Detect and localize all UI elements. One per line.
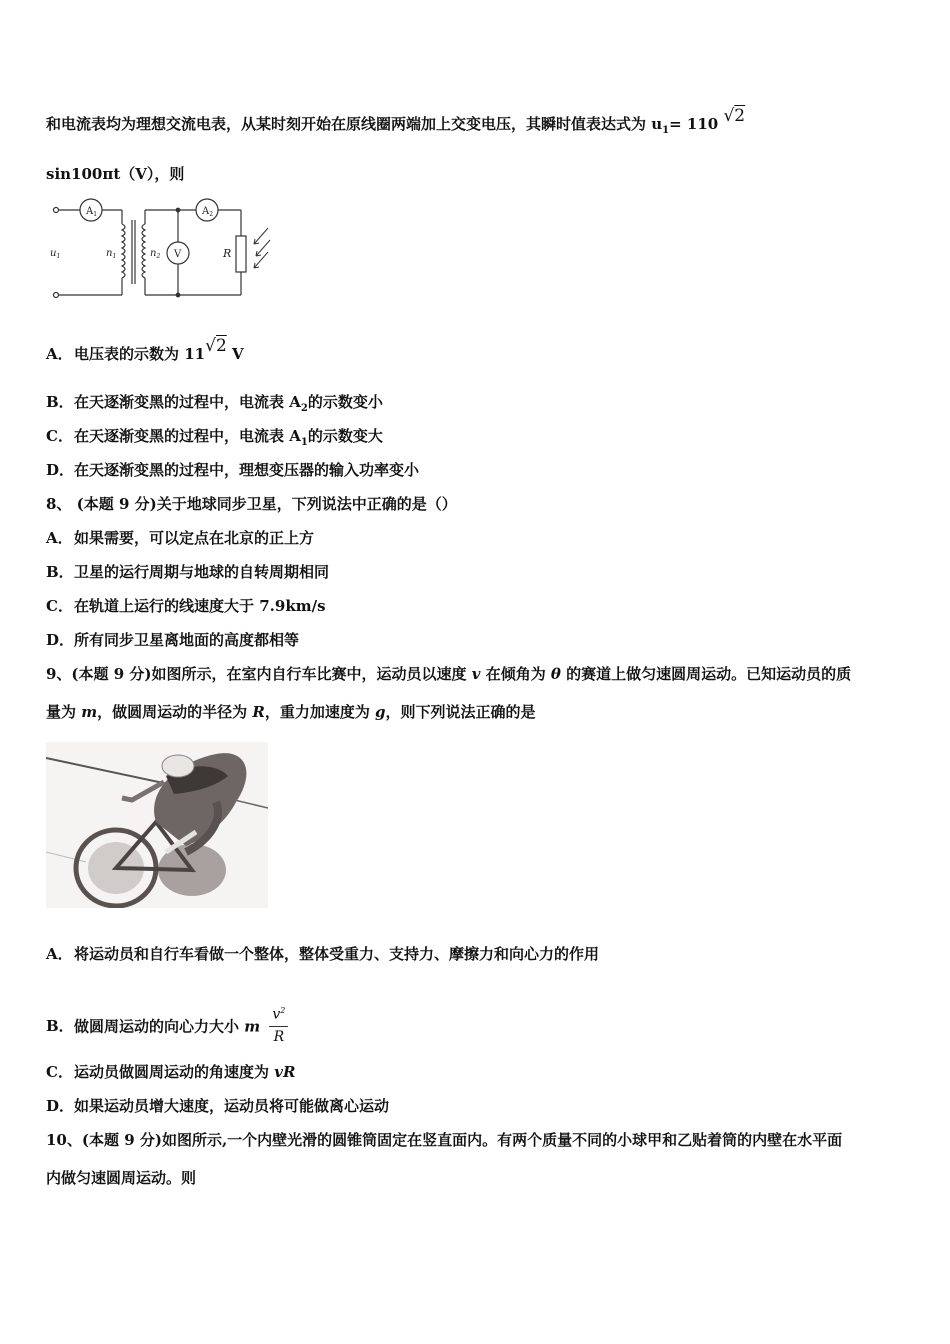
- cyclist-photo: [46, 742, 268, 908]
- terminal-top: [54, 208, 59, 213]
- q7-option-a: A．电压表的示数为 11√2 V: [46, 336, 244, 363]
- q8-option-c: C．在轨道上运行的线速度大于 7.9km/s: [46, 597, 326, 615]
- q10-stem-line-1: 10、(本题 9 分)如图所示,一个内壁光滑的圆锥筒固定在竖直面内。有两个质量不同的小球甲和乙贴着筒的内壁在水平面: [46, 1131, 843, 1149]
- q9-option-c: C．运动员做圆周运动的角速度为 vR: [46, 1063, 296, 1081]
- q9-option-b: B．做圆周运动的向心力大小 m $\frac{v^2}{R}$: [46, 1004, 288, 1051]
- q8-option-d: D．所有同步卫星离地面的高度都相等: [46, 631, 300, 649]
- a2-label: $A_2$: [202, 206, 214, 218]
- secondary-coil: [142, 224, 145, 278]
- n2-label: $n_2$: [150, 248, 161, 260]
- q10-stem-line-2: 内做匀速圆周运动。则: [46, 1169, 197, 1187]
- sqrt-symbol: √2: [205, 336, 227, 356]
- q7-option-b: B．在天逐渐变黑的过程中，电流表 $A_2$的示数变小: [46, 393, 383, 414]
- q9-stem-line-2: 量为 m，做圆周运动的半径为 R，重力加速度为 g，则下列说法正确的是: [46, 703, 536, 721]
- n1-label: $n_1$: [106, 248, 117, 260]
- q7-option-d: D．在天逐渐变黑的过程中，理想变压器的输入功率变小: [46, 461, 420, 479]
- photoresistor-r: [236, 236, 246, 272]
- q8-option-b: B．卫星的运行周期与地球的自转周期相同: [46, 563, 330, 581]
- light-arrows-icon: [254, 228, 270, 268]
- fraction-v2-over-r: $\frac{v^2}{R}$: [269, 1000, 288, 1047]
- transformer-circuit-diagram: [44, 198, 276, 302]
- primary-coil: [122, 224, 125, 278]
- sqrt-symbol: √2: [723, 106, 746, 126]
- q9-option-a: A．将运动员和自行车看做一个整体，整体受重力、支持力、摩擦力和向心力的作用: [46, 945, 600, 963]
- u1-label: $u_1$: [50, 248, 61, 260]
- q9-stem-line-1: 9、(本题 9 分)如图所示，在室内自行车比赛中，运动员以速度 v 在倾角为 θ 的赛道上做匀速圆周运动。已知运动员的质: [46, 665, 852, 683]
- terminal-bottom: [54, 293, 59, 298]
- q7-option-c: C．在天逐渐变黑的过程中，电流表 $A_1$的示数变大: [46, 427, 383, 448]
- r-label: R: [223, 247, 232, 260]
- intro-line-1: 和电流表均为理想交流电表，从某时刻开始在原线圈两端加上交变电压，其瞬时值表达式为 $u_1= 110$ √2: [46, 106, 746, 136]
- a1-label: $A_1$: [86, 206, 98, 218]
- q9-option-d: D．如果运动员增大速度，运动员将可能做离心运动: [46, 1097, 390, 1115]
- q8-option-a: A．如果需要，可以定点在北京的正上方: [46, 529, 315, 547]
- q8-stem: 8、 (本题 9 分)关于地球同步卫星，下列说法中正确的是（）: [46, 495, 457, 513]
- v-label: V: [174, 249, 182, 260]
- intro-line-2: sin100πt（V），则: [46, 165, 185, 183]
